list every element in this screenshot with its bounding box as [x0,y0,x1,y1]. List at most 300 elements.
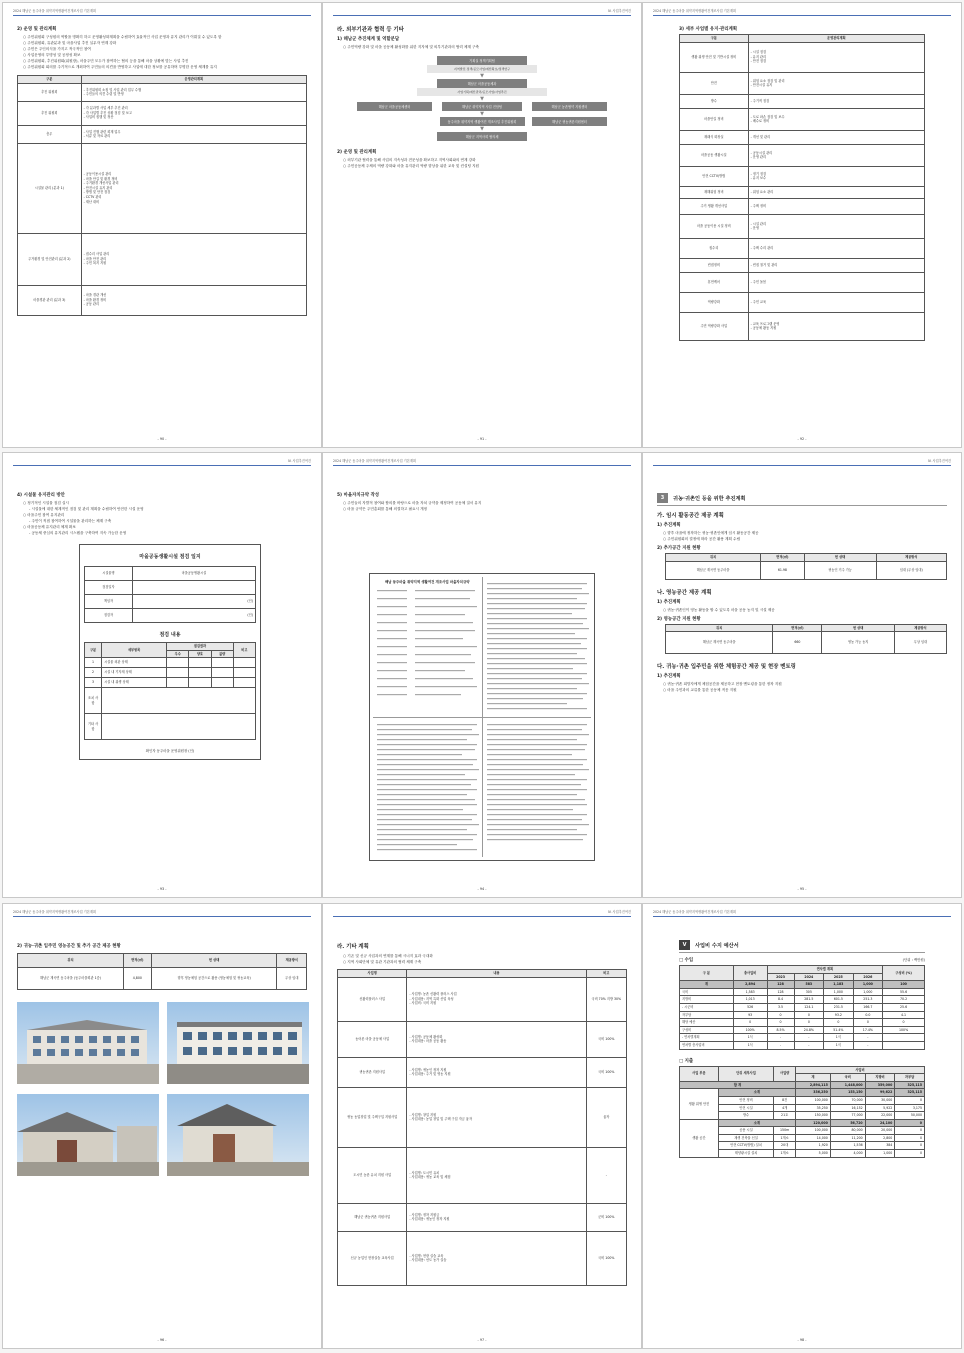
subsection-title: 2) 운영 및 관리계획 [337,150,377,155]
paragraph: ○ 주민위원회, 추진위원회(위원장), 마을주민 모두가 참여하는 협의 등을 통해 마을 상황에 맞는 사업 추진 [23,59,189,63]
table-cell: 임대 (무상 임대) [876,561,946,579]
paragraph: ○ 주민위원회의 결정에 따라 공간 활용 계획 수립 [663,537,741,541]
table-header: 구성비 (%) [883,966,925,981]
subsection-title: 가. 임시 활동공간 제공 계획 [657,513,724,519]
paragraph: - 공동체 중심의 유지관리 시스템을 구축하여 지속 가능한 운영 [29,531,127,535]
table-cell: 0 [895,1142,925,1150]
form-field-value: 마을공동생활시설 [132,567,255,581]
table-cell: 24.8% [794,1026,824,1034]
page-header: 2024 해남군 동주마을 취약지역생활여건개조사업 기본계획 [333,458,631,466]
table-cell: 시설물 관리 (분과 1) [18,143,82,233]
paragraph: ○ 향후 마을에 정착하는 귀농·귀촌인에게 임시 활동공간 제공 [663,531,759,535]
org-box: 동주마을 취약지역 생활여건 개조사업 추진위원회 [440,117,525,126]
table-cell: - 사업명: 농촌 신활력 플러스 사업 - 사업내용: 지역 특화 산업 육성 - 사업비: 국비 지원 [407,977,586,1021]
page-header: IV. 사업추진여건 [333,909,631,917]
check-item: 시설 내 위생 상태 [102,678,167,688]
table-cell: 1식 [824,1034,854,1042]
table-cell: 0 [895,1096,925,1104]
arrow-down-icon: ▼ [480,126,484,132]
text-block-placeholder [485,720,590,856]
table-header: 비고 [586,970,626,978]
table-header: 비고 [233,643,255,658]
table-header: 제공방식 [277,954,307,968]
building-photo-4 [167,1094,309,1176]
table-cell: 해남군 계곡면 동주마을 [666,632,773,654]
paragraph: ○ 마을공동체 유지관리 체계 확보 [23,525,76,529]
check-item: 시설물 외관 상태 [102,658,167,668]
table-cell: 신활력플러스 사업 [338,977,407,1021]
table-cell: - 공동이용시설 관리 - 마을 안길 및 환경 정비 - 주거환경 개선사업 관리 - 안전시설 유지 관리 - 방범 및 안전 점검 - CCTV 관리 - 재난 대비 [81,143,306,233]
table-cell: 50,000 [895,1112,925,1120]
form-field-label: 책임자 [85,595,133,609]
table-cell: 1,448,000 [830,1081,865,1089]
table-cell: 국비 [680,988,734,996]
form-field-label: 시설물명 [85,567,133,581]
table-cell: - 위험 요소 점검 및 관리 - 안전시설 유지 [748,72,924,94]
page-93 [2,452,322,898]
table-cell: 251.3 [853,996,883,1004]
table-cell: 100,000 [795,1127,830,1135]
income-label: □ 수입 [679,958,694,963]
table-cell: 태양광시설 설치 [718,1150,774,1158]
table-cell: 생활 위생 안전 및 기반시설 정비 [680,42,749,72]
table-cell: 1개소 [774,1134,796,1142]
text-block-placeholder [485,579,590,715]
page-header: 2024 해남군 동주마을 취약지역생활여건개조사업 기본계획 [13,8,311,16]
table-cell: 귀농 농업창업 및 주택구입 지원사업 [338,1087,407,1147]
table-cell: 마을안길 정비 [680,108,749,130]
section-banner [679,940,925,953]
table-cell: 추진 위원회 [18,101,82,125]
page-94 [322,452,642,898]
table-header: 양호 [189,650,211,658]
table-cell: 1식 [733,1041,767,1049]
table-header: 계 [795,1074,830,1082]
table-cell: - 정기 점검 - 유지 보수 [748,166,924,186]
table-cell: 마을경관 관리 (분과 3) [18,285,82,315]
table-cell: - 연차별계획 [680,1034,734,1042]
table-cell: 휴먼케어 [680,272,749,292]
page-90 [2,2,322,448]
table-cell: 61.98 [761,561,804,579]
section-title: 귀농·귀촌인 등을 위한 추진계획 [673,495,746,502]
bylaw-document [369,573,595,861]
table-cell: - 교육 프로그램 운영 - 공동체 활동 지원 [748,312,924,340]
heading: 2) 영농공간 지원 현황 [657,616,701,622]
table-cell: 1식 [733,1034,767,1042]
form-title: 마을공동생활시설 점검 일지 [139,554,201,560]
table-cell: 100 [883,981,925,989]
table-header: 현 상태 [804,554,876,562]
table-cell: 0 [733,1019,767,1027]
table-cell: 16,152 [830,1104,865,1112]
form-fields-table [84,566,256,623]
table-cell: - [586,1147,626,1203]
section-title: 2) 운영 및 관리계획 [17,27,57,32]
table-header: 제공방식 [876,554,946,562]
table-cell: 귀농귀촌 지원사업 [338,1057,407,1087]
table-cell: 30,000 [865,1096,895,1104]
table-cell: 70,000 [830,1096,865,1104]
text-block-placeholder [375,720,480,856]
paragraph: ○ 주민들의 자발적 참여와 합의를 바탕으로 마을 자치 규약을 제정하여 공동체 질서 유지 [343,501,482,505]
table-cell: 325,115 [895,1089,925,1097]
table-cell: 공용 시설 [718,1127,774,1135]
table-cell: 21호 [774,1112,796,1120]
paragraph: ○ 마을주민 참여 유지관리 [23,513,65,517]
page-number: - 93 - [157,887,167,891]
page-95 [642,452,962,898]
section-number: 3 [657,493,668,503]
table-cell: 1,920 [795,1142,830,1150]
subsection-title: 나. 영농공간 제공 계획 [657,589,712,596]
management-table [17,75,307,316]
table-cell: 국비 100% [586,1021,626,1057]
page-number: - 94 - [477,887,487,891]
table-cell: 8.5% [767,1026,794,1034]
org-box: 해남군 지역사회 협의체 [437,132,527,141]
table-cell: 재래식 화장실 [680,130,749,144]
paragraph: ○ 주민위원회 회의를 주기적으로 개최하여 주민들의 의견을 반영하고 사업에 대한 정보를 공유하며 투명한 운영 체계를 유지 [23,65,217,69]
table-cell: - 사업명: 귀농인 정착 지원 - 사업내용: 주거 및 영농 지원 [407,1057,586,1087]
table-cell: 601.5 [824,996,854,1004]
table-cell: 계 [680,981,734,989]
page-header: IV. 사업추진여건 [13,458,311,466]
page-98 [642,903,962,1349]
form-field-label: 점검자 [85,609,133,623]
table-cell: 무상 임대 [277,968,307,990]
table-header: 세부항목 [102,643,167,658]
table-cell: - 위험 요소 관리 [748,186,924,198]
table-cell: - 집수리 사업 관리 - 마을 안전 관리 - 주민 복지 지원 [81,233,306,285]
table-header: 사업비 [795,1066,924,1074]
page-96 [2,903,322,1349]
section-title: 2) 귀농·귀촌 입주민 영농공간 및 추가 공간 제공 현황 [17,944,121,949]
table-cell: 325,115 [895,1081,925,1089]
page-92 [642,2,962,448]
table-cell: 128 [767,981,794,989]
table-cell: 583 [794,981,824,989]
table-cell: 총무 [18,125,82,143]
table-header: 연차별 계획 [767,966,883,974]
table-cell: - [794,1041,824,1049]
table-cell: 8.4 [767,996,794,1004]
org-box: 해남군 마을공동체과 [437,79,527,88]
table-cell: - 사업명: 공동체 활성화 - 사업내용: 마을 공동 활동 [407,1021,586,1057]
table-cell: 100% [733,1026,767,1034]
table-cell: 무상 임대 [894,632,946,654]
table-header: 단위 세부사업 [718,1066,774,1081]
table-header: 국비 [830,1074,865,1082]
table-cell: 11,200 [830,1134,865,1142]
org-box-desc: 사업기획/예산관리/공모사업/사업추진 [417,88,547,96]
building-photo-2 [167,1002,309,1084]
paragraph: ○ 기존 및 신규 사업과의 연계를 통해 시너지 효과 극대화 [343,954,433,958]
paragraph: ○ 정기적인 시설물 점검 실시 [23,501,69,505]
table-cell: 2,894 [733,981,767,989]
table-cell: 융자 [586,1087,626,1147]
table-cell: 추진 위원회 [18,83,82,101]
heading: 1) 추진계획 [657,674,681,680]
table-cell: 70.2 [883,996,925,1004]
building-photo-3 [17,1094,159,1176]
paragraph: - 시설물에 대한 체계적인 점검 및 관리 계획을 수립하여 안전한 시설 운영 [29,507,144,511]
table-cell: - 사업명: 현장 실습 교육 - 사업내용: 선도 농가 실습 [407,1231,586,1285]
table-cell: 20,000 [865,1127,895,1135]
table-header: 자부담 [895,1074,925,1082]
space-table [17,953,307,990]
table-cell: 150m [774,1127,796,1135]
paragraph: ○ 주민은 주인의식을 가지고 적극적인 참여 [23,47,91,51]
text-block-placeholder [375,584,480,708]
org-box: 해남군 취약지역 사업 전담팀 [442,102,522,111]
table-header: 위치 [666,554,761,562]
table-cell: - 주택 수리 관리 [748,238,924,258]
table-cell: 2,894,115 [795,1081,830,1089]
table-cell: 24,100 [865,1119,895,1127]
paragraph: ○ 주민역량 강화 및 마을 공동체 활성화를 위한 지자체 및 외부기관과의 협력 체계 구축 [343,45,480,49]
table-cell: 153,150 [830,1089,865,1097]
table-cell: 5,922 [865,1104,895,1112]
section-title: 사업비 수지 예산서 [695,942,739,949]
table-cell: - 도로 파손 점검 및 보수 - 배수로 정비 [748,108,924,130]
table-cell: 0 [824,1019,854,1027]
paragraph: ○ 주민위원회, 유관분과 및 마을사업 추진 실무자 연계 강화 [23,41,117,45]
table-cell: - 사업명: 정착 지원금 - 사업내용: 귀농인 정착 지원 [407,1203,586,1231]
paragraph: ○ 주민위원회 구성원의 역할을 명확히 하고 운영활성화계획을 수립하여 효율적인 사업 운영과 유지 관리가 이뤄질 수 있도록 함 [23,35,222,39]
table-header: 점검결과 [167,643,234,651]
paragraph: ○ 마을 주민과의 교류를 통한 공동체 적응 지원 [663,688,737,693]
paragraph: ○ 귀농·귀촌인이 영농 활동을 할 수 있도록 마을 공동 농지 및 시설 제공 [663,607,775,612]
table-cell: 281.5 [794,996,824,1004]
page-number: - 96 - [157,1338,167,1342]
paragraph: ○ 사업운영의 투명성 및 공정성 확보 [23,53,81,57]
table-cell: 군비 100% [586,1203,626,1231]
check-item: 시설 내 기자재 상태 [102,668,167,678]
arrow-down-icon: ▼ [480,96,484,102]
table-cell: 1개소 [774,1150,796,1158]
table-header: 사업량 [774,1066,796,1081]
table-header: 제공방식 [894,624,946,632]
table-cell: - 주민 돌봄 [748,272,924,292]
table-cell: 재생 건축물 신설 [718,1134,774,1142]
page-header: 2024 해남군 동주마을 취약지역생활여건개조사업 기본계획 [653,909,951,917]
table-cell: 77,000 [830,1112,865,1120]
table-cell: 국비 100% [586,1231,626,1285]
table-cell: 3,175 [895,1104,925,1112]
heading: 1) 추진계획 [657,599,681,605]
check-extra: 기타 사항 [85,714,102,740]
page-number: - 95 - [797,887,807,891]
table-cell: - 주택 정비 [748,198,924,214]
subsection-title: 1) 해남군 추진체계 및 역할분담 [337,37,400,42]
space-table [665,553,947,580]
table-header: 불량 [211,650,233,658]
table-cell: 1,000 [865,1150,895,1158]
table-cell: 0 [895,1150,925,1158]
table-header: 구분 [85,643,102,658]
table-cell: 3.5 [767,1003,794,1011]
org-box: 해남군 농촌협약 지원센터 [532,102,607,111]
table-header: 구분 [680,35,749,43]
table-cell: 연차별 총사업비 [680,1041,734,1049]
table-cell: - 사업명: 도시민 유치 - 사업내용: 귀농 교육 및 체험 [407,1147,586,1203]
table-cell: 93.2 [824,1011,854,1019]
table-cell: 1,000 [853,988,883,996]
arrow-down-icon: ▼ [480,73,484,79]
table-cell: 120,000 [795,1119,830,1127]
table-cell: 생활 위생 안전 [680,1089,719,1119]
section-title: 4) 시설물 유지관리 방안 [17,493,65,498]
table-cell: 359,000 [865,1081,895,1089]
year-header: 2024 [794,973,824,981]
year-header: 2023 [767,973,794,981]
page-97 [322,903,642,1349]
table-cell: 80,000 [830,1127,865,1135]
heading: 2) 추가공간 지원 현황 [657,546,701,551]
table-cell: 방수 [680,94,749,108]
table-cell: - 시설 관리 - 운영 [748,214,924,238]
table-cell: 25.6 [883,1003,925,1011]
table-cell: 0 [895,1119,925,1127]
table-cell: 1,183 [824,981,854,989]
building-photo-1 [17,1002,159,1084]
table-cell: 5,000 [795,1150,830,1158]
org-box: 기획실 정책기획팀 [437,56,527,65]
year-header: 2026 [853,973,883,981]
table-cell: - [794,1034,824,1042]
table-cell: - 추진위원회 소집 및 사업 관리 업무 수행 - 주민들의 의견 수렴 및 반영 [81,83,306,101]
table-cell: 역량강화 [680,292,749,312]
table-cell: 1,536 [830,1142,865,1150]
table-cell: 안전 시설 [718,1104,774,1112]
table-cell: 주민 역량강화 사업 [680,312,749,340]
programs-table [337,969,627,1286]
table-cell: - [767,1034,794,1042]
table-cell: 100% [883,1026,925,1034]
table-cell: 231.5 [824,1003,854,1011]
table-header: 구 분 [680,966,734,981]
table-cell: 해남군 계곡면 동주마을 (동주마을회관 1층) [18,968,124,990]
bylaw-title: 해남 동주마을 취약지역 생활여건 개조사업 마을자치규약 [384,580,470,584]
table-cell: 도시민 농촌 유치 지원 사업 [338,1147,407,1203]
table-cell: 빈집정비 [680,258,749,272]
table-cell: - 공동시설 관리 - 운영 관리 [748,144,924,166]
table-cell: 지방비 [680,996,734,1004]
table-cell: 방수 [718,1112,774,1120]
expense-label: □ 지출 [679,1058,694,1064]
table-cell: 주거환경 및 안전관리 (분과 2) [18,233,82,285]
table-cell: 4.1 [883,1011,925,1019]
page-header: IV. 사업추진여건 [653,458,951,466]
table-cell: 0 [883,1019,925,1027]
table-cell: 안전 CCTV(방범) 설치 [718,1142,774,1150]
table-cell: 0 [853,1019,883,1027]
table-cell: 귀농인 거주 가능 [804,561,876,579]
table-header: 위치 [666,624,773,632]
table-cell: 100,000 [795,1096,830,1104]
table-header: 내용 [407,970,586,978]
paragraph: ○ 주민공동체 주체의 역량 강화와 마을 유지관리 역량 향상을 위한 교육 및 컨설팅 지원 [343,164,480,168]
table-header: 사업명 [338,970,407,978]
table-cell: 55.6 [883,988,925,996]
table-cell: 1식 [824,1041,854,1049]
table-cell: 소계 [718,1119,795,1127]
table-cell: 해당 예산 [680,1019,734,1027]
unit-label: (단위 : 백만원) [902,958,925,962]
section-title: 라. 기타 계획 [337,944,369,950]
table-cell: - 주민 교육 [748,292,924,312]
table-cell: 1,000 [853,981,883,989]
table-cell: 신규 농업인 현장실습 교육사업 [338,1231,407,1285]
form-footer: 확인자 동주마을 운영위원장 (인) [145,749,195,754]
table-header: 사업 부문 [680,1066,719,1081]
table-cell: - 시군비 [680,1003,734,1011]
section-title: 라. 외부기관과 협력 등 기타 [337,27,404,33]
table-cell: 2,800 [865,1134,895,1142]
check-table: 구분 세부항목 점검결과 비고 우수 양호 불량 1 시설물 외관 상태 2 시설 내 기자재 상태 3 시설 내 위생 상태 조치 사항 기타 사항 [84,642,256,740]
page-header: 2024 해남군 동주마을 취약지역생활여건개조사업 기본계획 [13,909,311,917]
table-cell: 0.0 [853,1011,883,1019]
table-header: 총사업비 [733,966,767,981]
year-header: 2025 [824,973,854,981]
table-cell: 128 [767,988,794,996]
page-number: - 97 - [477,1338,487,1342]
check-title: 점검 내용 [159,632,181,638]
table-cell: 국비 100% [586,1057,626,1087]
table-cell: 재해위험 정비 [680,186,749,198]
table-header: 우수 [167,650,189,658]
table-cell: 마을공동 생활시설 [680,144,749,166]
table-cell: 집수리 [680,238,749,258]
table-cell: 14,000 [795,1134,830,1142]
table-cell: - [853,1034,883,1042]
paragraph: ○ 귀농·귀촌 희망자에게 체험공간을 제공하고 현장 멘토링을 통한 정착 지원 [663,682,782,687]
table-cell: - 시설 점검 - 유지 관리 - 안전 점검 [748,42,924,72]
table-cell: 1,000 [824,988,854,996]
section-title: 5) 마을자치규약 작성 [337,493,380,498]
table-cell: - 사업 진행 관련 회계 업무 - 서류 및 자료 관리 [81,125,306,143]
farm-table [665,624,947,655]
org-box: 해남군 마을공동체센터 [357,102,432,111]
table-cell: 20대 [774,1142,796,1150]
facility-table [679,34,925,341]
table-cell: 합 계 [680,1081,796,1089]
table-cell: 생활 공간 [680,1119,719,1157]
table-cell: 124.1 [794,1003,824,1011]
table-cell: 51.4% [824,1026,854,1034]
table-cell: 384 [865,1142,895,1150]
table-header: 구분 [18,76,82,84]
table-cell: 660 [773,632,822,654]
table-cell: 자부담 [680,1011,734,1019]
table-cell: 0 [767,1019,794,1027]
table-cell: 4,000 [830,1150,865,1158]
table-cell: 0 [767,1011,794,1019]
table-cell: 영농 가능 농지 [822,632,894,654]
paragraph: ○ 마을 규약은 주민총회를 통해 의결하고 필요시 개정 [343,507,428,511]
table-cell: 1,583 [733,988,767,996]
table-cell: - 사업명: 창업 지원 - 사업내용: 농업 창업 및 주택 구입 자금 융자 [407,1087,586,1147]
inspection-form [79,544,261,760]
table-cell: 99,622 [865,1089,895,1097]
section-number: V [679,940,690,950]
table-cell: 향후 영농체험 공간으로 활용 (영농체험 및 귀농교육) [151,968,277,990]
section-title: 3) 세부 사업별 유지·관리계획 [679,27,737,32]
table-header: 면적(㎡) [773,624,822,632]
income-table [679,965,925,1050]
page-number: - 90 - [157,437,167,441]
